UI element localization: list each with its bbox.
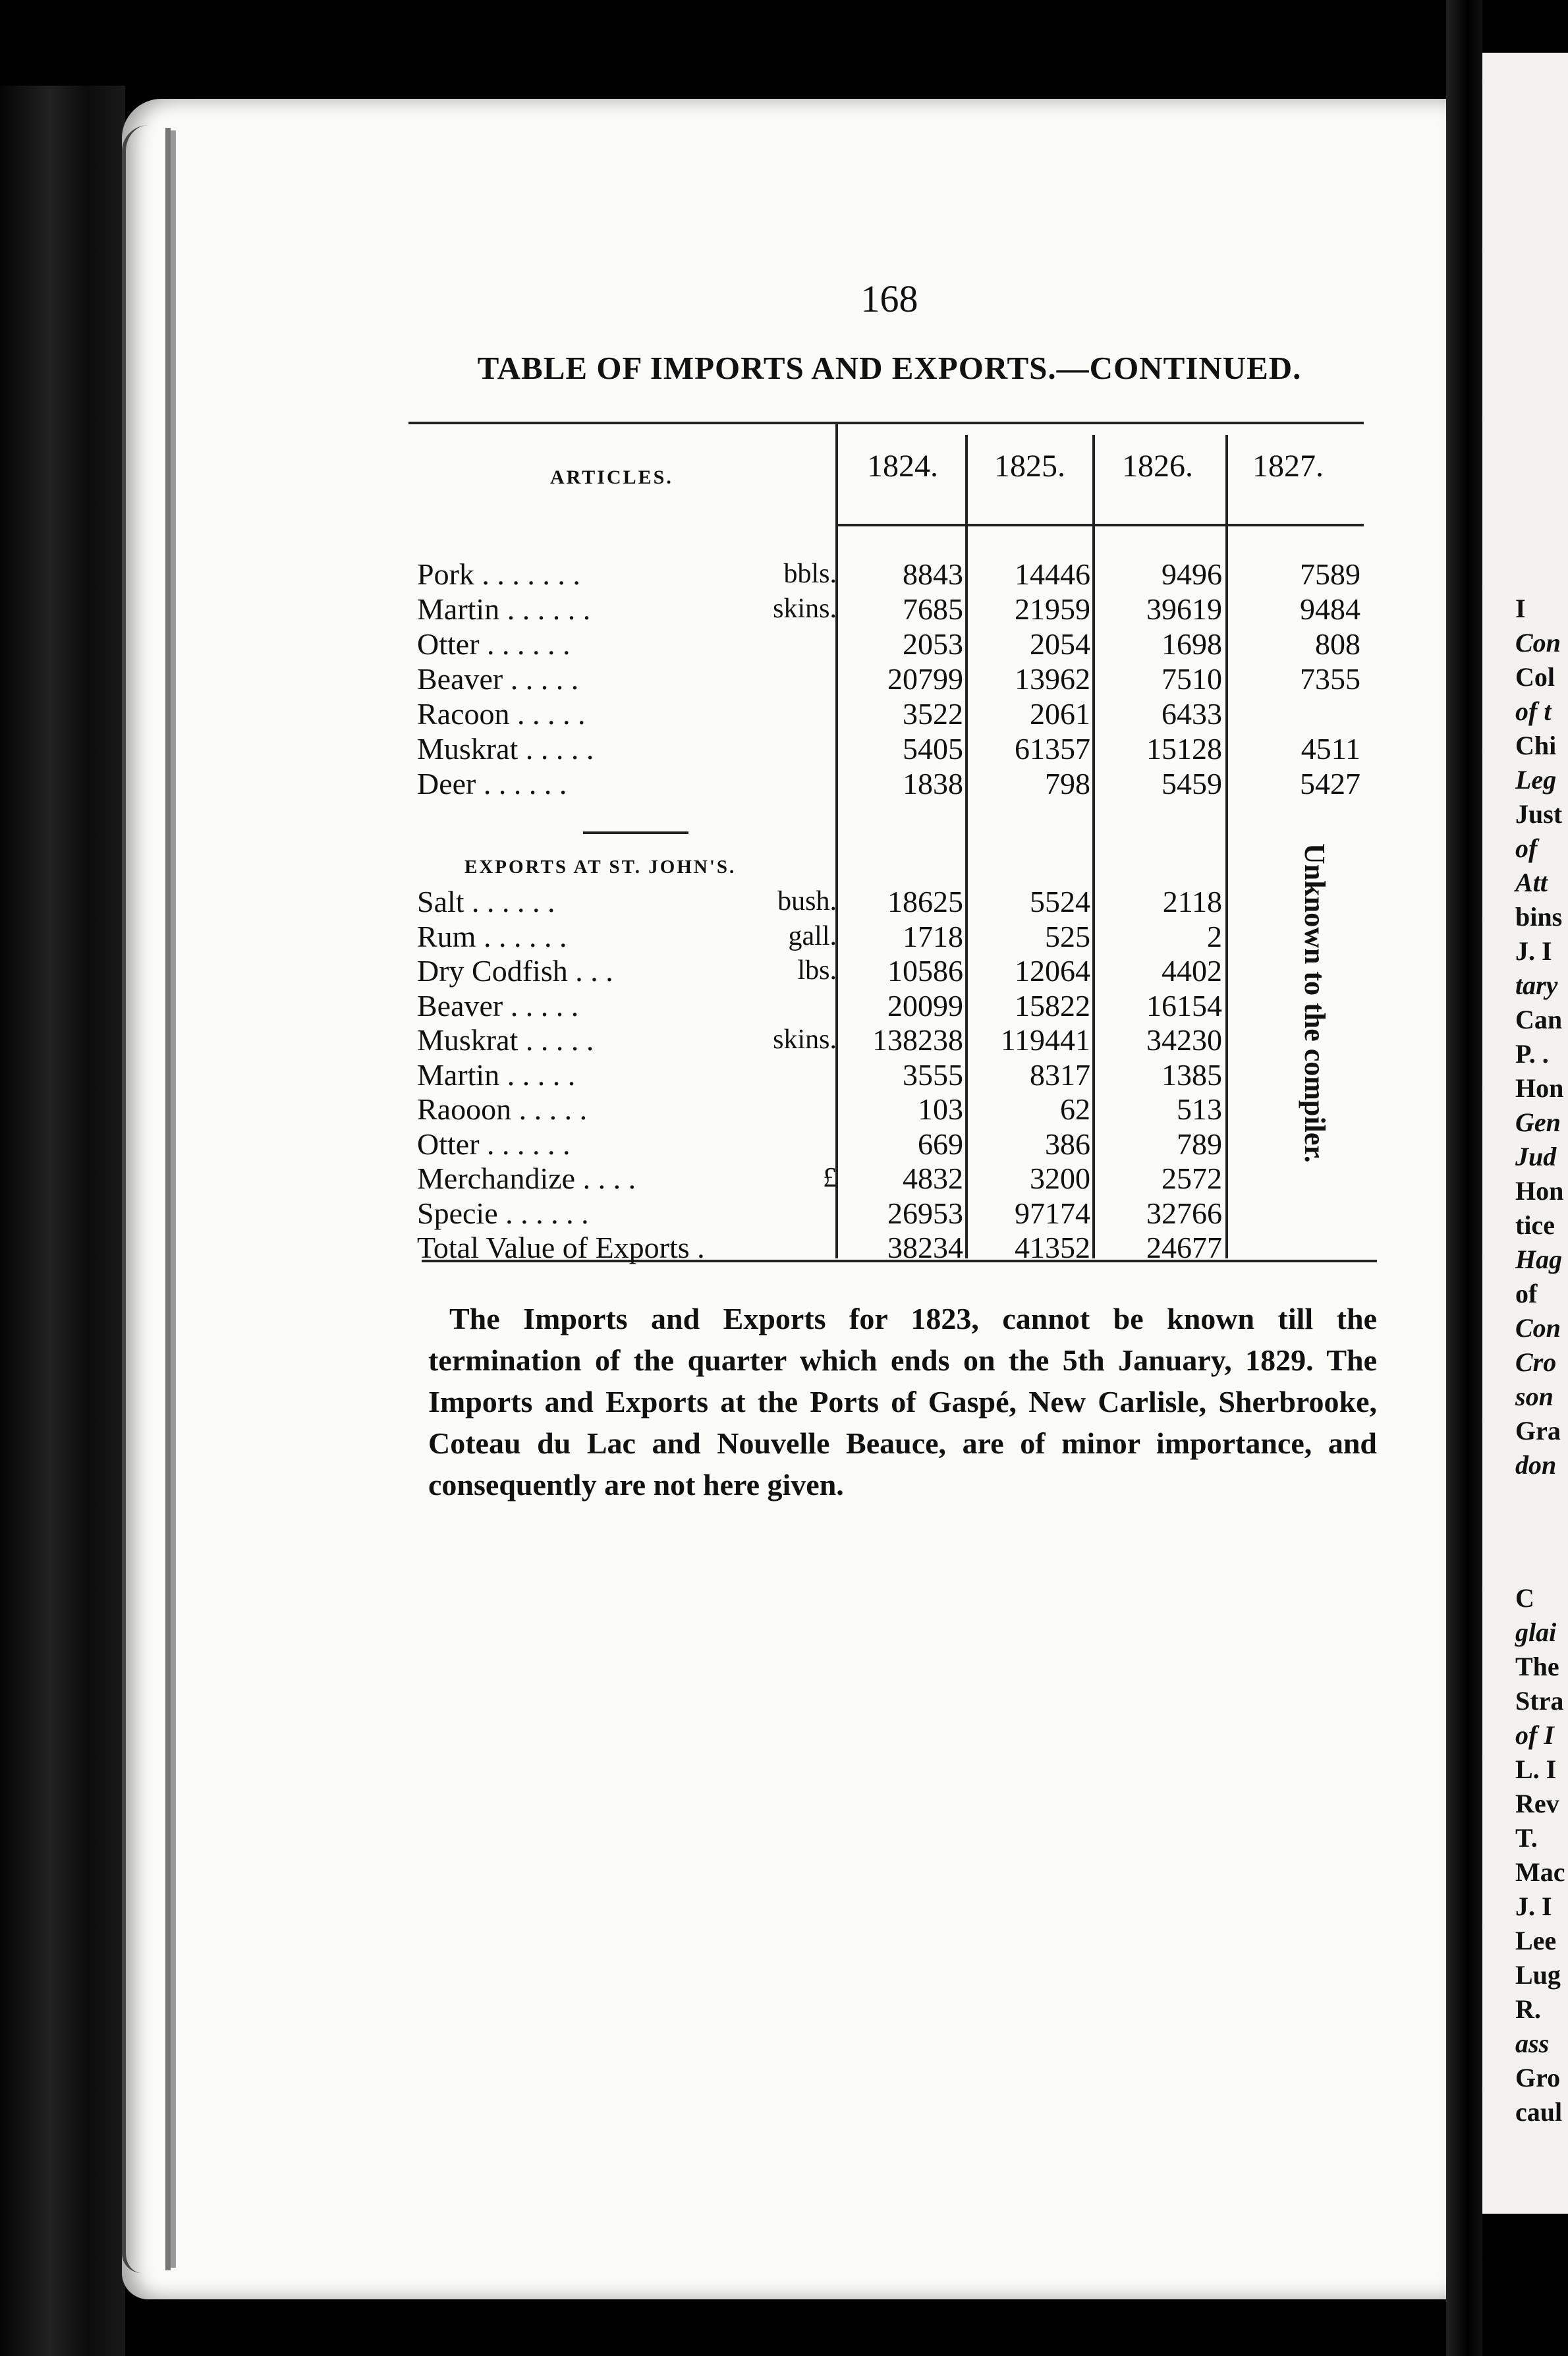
facing-page-fragment: Hag: [1515, 1245, 1563, 1274]
facing-page-fragment: Leg: [1515, 765, 1557, 795]
column-divider-1: [835, 422, 838, 1258]
facing-page-fragment: T.: [1515, 1823, 1538, 1853]
table-cell: 24677: [1146, 1231, 1222, 1264]
table-cell: 4402: [1162, 954, 1222, 988]
year-header-1827: 1827.: [1252, 449, 1324, 484]
table-header-rule: [837, 524, 1364, 526]
table-cell: 61357: [1015, 732, 1090, 766]
facing-page-fragment: L. I: [1515, 1754, 1557, 1784]
facing-page-fragment: Gro: [1515, 2063, 1561, 2092]
row-unit: bush.: [777, 886, 837, 916]
table-cell: 4832: [903, 1162, 963, 1195]
table-cell: 2054: [1030, 627, 1090, 661]
table-cell: 16154: [1146, 988, 1222, 1023]
facing-page-fragment: The: [1515, 1652, 1559, 1681]
row-unit: skins.: [773, 1024, 837, 1055]
facing-page-fragment: Lee: [1515, 1926, 1557, 1955]
table-cell: 7355: [1300, 662, 1360, 696]
table-cell: 2118: [1162, 885, 1222, 918]
table-top-rule: [408, 422, 1364, 424]
row-unit: skins.: [773, 594, 837, 624]
column-divider-4: [1225, 435, 1228, 1258]
row-label: Salt . . . . . .: [417, 885, 555, 918]
table-cell: 5427: [1300, 767, 1360, 800]
facing-page-fragment: Att: [1515, 868, 1548, 897]
book-binding: [0, 86, 125, 2356]
row-label: Otter . . . . . .: [417, 627, 571, 661]
table-cell: 5405: [903, 732, 963, 766]
section-divider: [583, 831, 688, 834]
row-label: Pork . . . . . . .: [417, 557, 580, 591]
facing-page-fragment: Stra: [1515, 1686, 1564, 1716]
facing-page-fragment: Col: [1515, 662, 1555, 692]
page-number: 168: [860, 277, 918, 320]
facing-page-fragment: Gen: [1515, 1108, 1561, 1137]
row-label: Raooon . . . . .: [417, 1092, 588, 1126]
unknown-note: Unknown to the compiler.: [1299, 843, 1331, 1163]
facing-page-fragment: glai: [1515, 1617, 1557, 1647]
table-cell: 20099: [887, 988, 963, 1023]
facing-page-fragment: Jud: [1515, 1142, 1557, 1171]
row-label: Total Value of Exports .: [417, 1231, 705, 1264]
facing-page-fragment: bins: [1515, 902, 1563, 932]
table-cell: 15128: [1146, 732, 1222, 766]
table-cell: 26953: [887, 1196, 963, 1230]
table-cell: 2572: [1162, 1162, 1222, 1195]
facing-page-fragment: Hon: [1515, 1073, 1564, 1103]
table-cell: 103: [918, 1092, 963, 1126]
facing-page-fragment: of: [1515, 1279, 1538, 1308]
table-cell: 1698: [1162, 627, 1222, 661]
table-cell: 5524: [1030, 885, 1090, 918]
facing-page-fragment: don: [1515, 1450, 1557, 1480]
table-cell: 8317: [1030, 1057, 1090, 1092]
year-header-1826: 1826.: [1122, 449, 1193, 484]
facing-page-fragment: of t: [1515, 696, 1552, 726]
table-cell: 9496: [1162, 557, 1222, 591]
row-label: Martin . . . . .: [417, 1057, 576, 1092]
row-label: Otter . . . . . .: [417, 1127, 571, 1161]
table-cell: 39619: [1146, 592, 1222, 626]
facing-page-fragment: tice: [1515, 1210, 1555, 1240]
table-cell: 9484: [1300, 592, 1360, 626]
row-label: Beaver . . . . .: [417, 662, 579, 696]
table-cell: 7510: [1162, 662, 1222, 696]
year-header-1825: 1825.: [994, 449, 1065, 484]
table-cell: 7685: [903, 592, 963, 626]
table-cell: 3555: [903, 1057, 963, 1092]
table-cell: 3522: [903, 697, 963, 731]
table-cell: 12064: [1015, 954, 1090, 988]
table-cell: 1718: [903, 919, 963, 953]
table-cell: 32766: [1146, 1196, 1222, 1230]
book-page: [122, 99, 1446, 2299]
table-cell: 20799: [887, 662, 963, 696]
table-cell: 669: [918, 1127, 963, 1161]
table-cell: 38234: [887, 1231, 963, 1264]
facing-page-fragment: ass: [1515, 2029, 1550, 2058]
table-cell: 41352: [1015, 1231, 1090, 1264]
table-cell: 10586: [887, 954, 963, 988]
table-cell: 62: [1060, 1092, 1090, 1126]
facing-page-fragment: J. I: [1515, 1892, 1552, 1921]
table-cell: 3200: [1030, 1162, 1090, 1195]
row-unit: lbs.: [797, 955, 837, 986]
column-divider-3: [1092, 435, 1095, 1258]
table-cell: 34230: [1146, 1023, 1222, 1057]
table-cell: 7589: [1300, 557, 1360, 591]
book-gutter: [1446, 0, 1482, 2356]
table-cell: 97174: [1015, 1196, 1090, 1230]
row-label: Merchandize . . . .: [417, 1162, 636, 1195]
facing-page-fragment: son: [1515, 1382, 1554, 1411]
table-cell: 15822: [1015, 988, 1090, 1023]
table-cell: 119441: [1000, 1023, 1090, 1057]
row-label: Martin . . . . . .: [417, 592, 591, 626]
facing-page-fragment: Lug: [1515, 1960, 1561, 1990]
row-label: Racoon . . . . .: [417, 697, 586, 731]
table-cell: 386: [1045, 1127, 1090, 1161]
facing-page-fragment: Chi: [1515, 731, 1557, 760]
row-unit: gall.: [788, 920, 837, 951]
facing-page-fragment: tary: [1515, 970, 1558, 1000]
facing-page-fragment: Can: [1515, 1005, 1563, 1034]
facing-page-fragment: J. I: [1515, 936, 1552, 966]
table-cell: 8843: [903, 557, 963, 591]
table-cell: 2053: [903, 627, 963, 661]
table-cell: 13962: [1015, 662, 1090, 696]
facing-page-fragment: I: [1515, 594, 1526, 623]
facing-page-fragment: R.: [1515, 1994, 1541, 2024]
facing-page-fragment: caul: [1515, 2097, 1563, 2127]
facing-page-fragment: Con: [1515, 1313, 1561, 1343]
table-cell: 1838: [903, 767, 963, 800]
row-label: Specie . . . . . .: [417, 1196, 589, 1230]
facing-page-fragment: C: [1515, 1583, 1534, 1613]
articles-header: ARTICLES.: [550, 466, 673, 488]
facing-page-fragment: Con: [1515, 628, 1561, 658]
page-title: TABLE OF IMPORTS AND EXPORTS.—CONTINUED.: [477, 350, 1302, 386]
section-heading: EXPORTS AT ST. JOHN'S.: [464, 856, 737, 878]
facing-page-fragment: Cro: [1515, 1347, 1557, 1377]
row-label: Muskrat . . . . .: [417, 732, 594, 766]
column-divider-2: [965, 435, 968, 1258]
row-unit: £: [823, 1163, 837, 1193]
table-cell: 21959: [1015, 592, 1090, 626]
row-label: Deer . . . . . .: [417, 767, 567, 800]
table-cell: 789: [1177, 1127, 1222, 1161]
facing-page-fragment: Just: [1515, 799, 1563, 829]
table-cell: 6433: [1162, 697, 1222, 731]
facing-page-fragment: of I: [1515, 1720, 1554, 1750]
page-edges: [122, 125, 165, 2273]
table-cell: 138238: [872, 1023, 963, 1057]
table-cell: 525: [1045, 919, 1090, 953]
facing-page: [1482, 53, 1568, 2214]
table-cell: 18625: [887, 885, 963, 918]
row-label: Rum . . . . . .: [417, 919, 567, 953]
table-cell: 1385: [1162, 1057, 1222, 1092]
row-unit: bbls.: [783, 559, 837, 589]
table-cell: 2: [1207, 919, 1222, 953]
table-cell: 14446: [1015, 557, 1090, 591]
table-cell: 4511: [1301, 732, 1360, 766]
facing-page-fragment: Gra: [1515, 1416, 1561, 1445]
table-cell: 808: [1315, 627, 1360, 661]
table-cell: 513: [1177, 1092, 1222, 1126]
table-cell: 798: [1045, 767, 1090, 800]
facing-page-fragment: P. .: [1515, 1039, 1549, 1069]
row-label: Beaver . . . . .: [417, 988, 579, 1023]
table-cell: 5459: [1162, 767, 1222, 800]
facing-page-fragment: of: [1515, 833, 1538, 863]
row-label: Muskrat . . . . .: [417, 1023, 594, 1057]
footnote: The Imports and Exports for 1823, cannot be known till the termination of the quarter which ends on the 5th January, 1829. The Imports and Exports at the Ports of Gaspé, New Carlisle, Sherbrooke, Coteau du Lac and Nouvelle Beauce, are of minor importance, and consequently are not here given.: [428, 1302, 1377, 1501]
facing-page-fragment: Rev: [1515, 1789, 1559, 1818]
row-label: Dry Codfish . . .: [417, 954, 613, 988]
facing-page-fragment: Hon: [1515, 1176, 1564, 1206]
year-header-1824: 1824.: [867, 449, 938, 484]
facing-page-fragment: Mac: [1515, 1857, 1565, 1887]
table-cell: 2061: [1030, 697, 1090, 731]
